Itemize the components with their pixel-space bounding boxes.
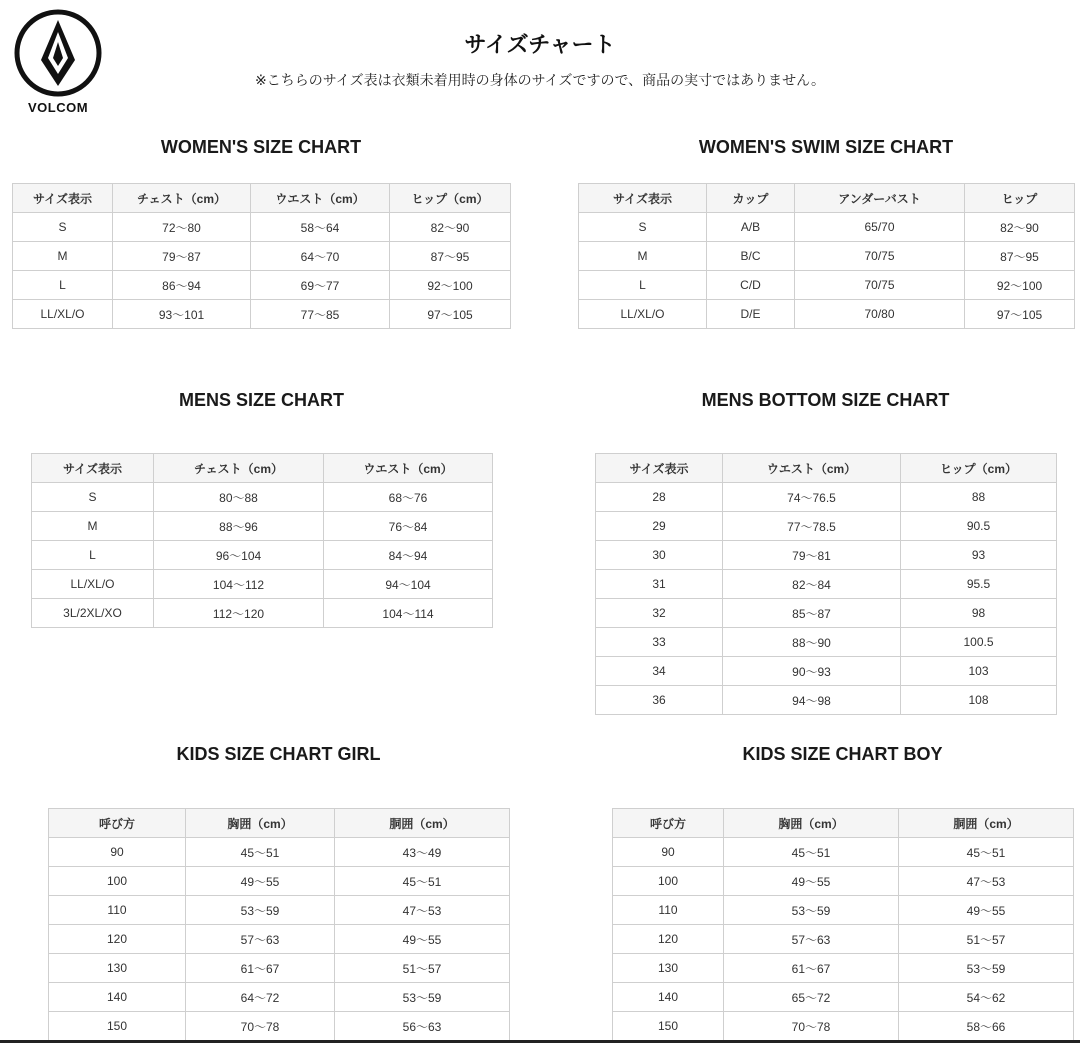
table-cell: 45〜51	[186, 838, 335, 867]
table-row	[596, 512, 1057, 541]
table-cell: 104〜112	[154, 570, 324, 599]
womens-size-table	[12, 183, 511, 329]
table-row	[613, 1012, 1074, 1041]
table-cell: 94〜104	[324, 570, 493, 599]
table-cell: 94〜98	[723, 686, 901, 715]
table-cell: 64〜70	[251, 242, 390, 271]
table-cell: 79〜81	[723, 541, 901, 570]
table-cell: 93	[901, 541, 1057, 570]
column-header: 呼び方	[613, 809, 724, 838]
table-cell: 53〜59	[724, 896, 899, 925]
table-cell: M	[579, 242, 707, 271]
table-cell: 47〜53	[335, 896, 510, 925]
table-cell: 65/70	[795, 213, 965, 242]
volcom-logo	[12, 8, 104, 118]
table-cell: M	[32, 512, 154, 541]
table-cell: 92〜100	[965, 271, 1075, 300]
column-header: カップ	[707, 184, 795, 213]
table-cell: 90	[613, 838, 724, 867]
table-cell: 47〜53	[899, 867, 1074, 896]
table-cell: 70〜78	[724, 1012, 899, 1041]
table-row	[49, 954, 510, 983]
table-cell: 88〜96	[154, 512, 324, 541]
column-header: 胴囲（cm）	[335, 809, 510, 838]
table-row	[32, 541, 493, 570]
table-row	[49, 925, 510, 954]
table-cell: S	[13, 213, 113, 242]
table-cell: LL/XL/O	[13, 300, 113, 329]
mens-size-table	[31, 453, 493, 628]
table-cell: 49〜55	[899, 896, 1074, 925]
table-row	[579, 242, 1075, 271]
table-cell: 130	[49, 954, 186, 983]
table-row	[13, 213, 511, 242]
table-row	[596, 686, 1057, 715]
table-cell: 43〜49	[335, 838, 510, 867]
table-cell: B/C	[707, 242, 795, 271]
table-cell: 49〜55	[335, 925, 510, 954]
table-row	[613, 838, 1074, 867]
table-cell: 103	[901, 657, 1057, 686]
table-cell: D/E	[707, 300, 795, 329]
table-cell: 90	[49, 838, 186, 867]
table-cell: 49〜55	[724, 867, 899, 896]
column-header: チェスト（cm）	[113, 184, 251, 213]
table-cell: 45〜51	[899, 838, 1074, 867]
table-cell: 36	[596, 686, 723, 715]
table-cell: 88〜90	[723, 628, 901, 657]
table-cell: 72〜80	[113, 213, 251, 242]
table-cell: M	[13, 242, 113, 271]
table-header-row	[579, 184, 1075, 213]
table-cell: 58〜64	[251, 213, 390, 242]
table-cell: 92〜100	[390, 271, 511, 300]
table-cell: L	[13, 271, 113, 300]
table-cell: 110	[49, 896, 186, 925]
table-cell: 82〜90	[390, 213, 511, 242]
table-cell: 95.5	[901, 570, 1057, 599]
column-header: ウエスト（cm）	[251, 184, 390, 213]
table-row	[596, 483, 1057, 512]
table-cell: 110	[613, 896, 724, 925]
table-cell: 56〜63	[335, 1012, 510, 1041]
table-cell: 150	[49, 1012, 186, 1041]
table-cell: 140	[49, 983, 186, 1012]
table-cell: 96〜104	[154, 541, 324, 570]
table-cell: 77〜85	[251, 300, 390, 329]
table-cell: 70〜78	[186, 1012, 335, 1041]
table-cell: 90〜93	[723, 657, 901, 686]
table-cell: 112〜120	[154, 599, 324, 628]
table-row	[579, 213, 1075, 242]
table-cell: 33	[596, 628, 723, 657]
mens-bottom-size-table	[595, 453, 1057, 715]
table-row	[613, 925, 1074, 954]
table-header-row	[49, 809, 510, 838]
table-cell: 130	[613, 954, 724, 983]
table-cell: LL/XL/O	[32, 570, 154, 599]
table-cell: 74〜76.5	[723, 483, 901, 512]
page-title: サイズチャート	[464, 33, 616, 58]
womens-swim-size-chart-title: WOMEN'S SWIM SIZE CHART	[698, 137, 954, 157]
table-cell: 120	[49, 925, 186, 954]
table-cell: 100	[613, 867, 724, 896]
column-header: ウエスト（cm）	[324, 454, 493, 483]
table-cell: S	[32, 483, 154, 512]
table-cell: 45〜51	[724, 838, 899, 867]
table-row	[32, 599, 493, 628]
table-cell: 57〜63	[724, 925, 899, 954]
table-cell: 93〜101	[113, 300, 251, 329]
column-header: 呼び方	[49, 809, 186, 838]
table-header-row	[613, 809, 1074, 838]
table-cell: 70/75	[795, 242, 965, 271]
table-row	[579, 271, 1075, 300]
column-header: 胸囲（cm）	[724, 809, 899, 838]
table-row	[596, 657, 1057, 686]
table-cell: 29	[596, 512, 723, 541]
column-header: サイズ表示	[32, 454, 154, 483]
table-cell: 53〜59	[335, 983, 510, 1012]
table-cell: 82〜84	[723, 570, 901, 599]
table-cell: 54〜62	[899, 983, 1074, 1012]
table-row	[49, 867, 510, 896]
column-header: ヒップ（cm）	[390, 184, 511, 213]
table-cell: A/B	[707, 213, 795, 242]
table-cell: 57〜63	[186, 925, 335, 954]
column-header: アンダーバスト	[795, 184, 965, 213]
table-cell: 58〜66	[899, 1012, 1074, 1041]
table-cell: 34	[596, 657, 723, 686]
table-header-row	[13, 184, 511, 213]
table-cell: 61〜67	[186, 954, 335, 983]
table-cell: 64〜72	[186, 983, 335, 1012]
table-row	[49, 896, 510, 925]
column-header: ヒップ（cm）	[901, 454, 1057, 483]
womens-size-chart-title: WOMEN'S SIZE CHART	[160, 137, 362, 157]
table-cell: 77〜78.5	[723, 512, 901, 541]
table-row	[596, 628, 1057, 657]
table-cell: 51〜57	[899, 925, 1074, 954]
table-cell: C/D	[707, 271, 795, 300]
table-cell: 120	[613, 925, 724, 954]
table-cell: 100	[49, 867, 186, 896]
table-cell: 76〜84	[324, 512, 493, 541]
table-cell: 88	[901, 483, 1057, 512]
kids-boy-size-table	[612, 808, 1074, 1041]
table-cell: 70/80	[795, 300, 965, 329]
table-cell: 3L/2XL/XO	[32, 599, 154, 628]
table-row	[13, 242, 511, 271]
table-row	[32, 570, 493, 599]
table-row	[613, 983, 1074, 1012]
table-cell: 49〜55	[186, 867, 335, 896]
table-cell: 90.5	[901, 512, 1057, 541]
column-header: 胴囲（cm）	[899, 809, 1074, 838]
table-row	[32, 483, 493, 512]
table-cell: 79〜87	[113, 242, 251, 271]
table-row	[596, 541, 1057, 570]
column-header: ウエスト（cm）	[723, 454, 901, 483]
table-cell: 140	[613, 983, 724, 1012]
table-row	[13, 300, 511, 329]
table-cell: 68〜76	[324, 483, 493, 512]
table-cell: 104〜114	[324, 599, 493, 628]
table-cell: 45〜51	[335, 867, 510, 896]
table-cell: 80〜88	[154, 483, 324, 512]
table-cell: 30	[596, 541, 723, 570]
table-cell: 84〜94	[324, 541, 493, 570]
table-cell: 97〜105	[965, 300, 1075, 329]
table-cell: 70/75	[795, 271, 965, 300]
kids-boy-size-chart-title: KIDS SIZE CHART BOY	[742, 744, 943, 764]
column-header: サイズ表示	[579, 184, 707, 213]
column-header: サイズ表示	[596, 454, 723, 483]
table-cell: 28	[596, 483, 723, 512]
table-cell: L	[579, 271, 707, 300]
table-cell: 61〜67	[724, 954, 899, 983]
table-cell: 32	[596, 599, 723, 628]
table-cell: 98	[901, 599, 1057, 628]
kids-girl-size-table	[48, 808, 510, 1041]
table-cell: 31	[596, 570, 723, 599]
table-cell: 69〜77	[251, 271, 390, 300]
column-header: 胸囲（cm）	[186, 809, 335, 838]
table-cell: 53〜59	[186, 896, 335, 925]
table-row	[613, 954, 1074, 983]
table-cell: S	[579, 213, 707, 242]
table-cell: 97〜105	[390, 300, 511, 329]
table-cell: 53〜59	[899, 954, 1074, 983]
column-header: チェスト（cm）	[154, 454, 324, 483]
table-row	[49, 1012, 510, 1041]
table-cell: 108	[901, 686, 1057, 715]
table-row	[49, 838, 510, 867]
column-header: ヒップ	[965, 184, 1075, 213]
page-subtitle: ※こちらのサイズ表は衣類未着用時の身体のサイズですので、商品の実寸ではありません。	[254, 73, 826, 89]
table-cell: 85〜87	[723, 599, 901, 628]
table-cell: 150	[613, 1012, 724, 1041]
table-row	[32, 512, 493, 541]
table-cell: 82〜90	[965, 213, 1075, 242]
table-row	[49, 983, 510, 1012]
table-row	[613, 896, 1074, 925]
table-cell: 51〜57	[335, 954, 510, 983]
table-cell: 65〜72	[724, 983, 899, 1012]
table-cell: 100.5	[901, 628, 1057, 657]
kids-girl-size-chart-title: KIDS SIZE CHART GIRL	[176, 744, 381, 764]
table-cell: 87〜95	[390, 242, 511, 271]
table-row	[596, 599, 1057, 628]
mens-size-chart-title: MENS SIZE CHART	[178, 390, 344, 410]
table-row	[579, 300, 1075, 329]
table-cell: L	[32, 541, 154, 570]
table-cell: 86〜94	[113, 271, 251, 300]
table-cell: LL/XL/O	[579, 300, 707, 329]
mens-bottom-size-chart-title: MENS BOTTOM SIZE CHART	[701, 390, 950, 410]
table-header-row	[32, 454, 493, 483]
column-header: サイズ表示	[13, 184, 113, 213]
womens-swim-size-table	[578, 183, 1075, 329]
table-row	[13, 271, 511, 300]
table-row	[613, 867, 1074, 896]
logo-wordmark: VOLCOM	[27, 100, 89, 115]
table-cell: 87〜95	[965, 242, 1075, 271]
table-header-row	[596, 454, 1057, 483]
table-row	[596, 570, 1057, 599]
